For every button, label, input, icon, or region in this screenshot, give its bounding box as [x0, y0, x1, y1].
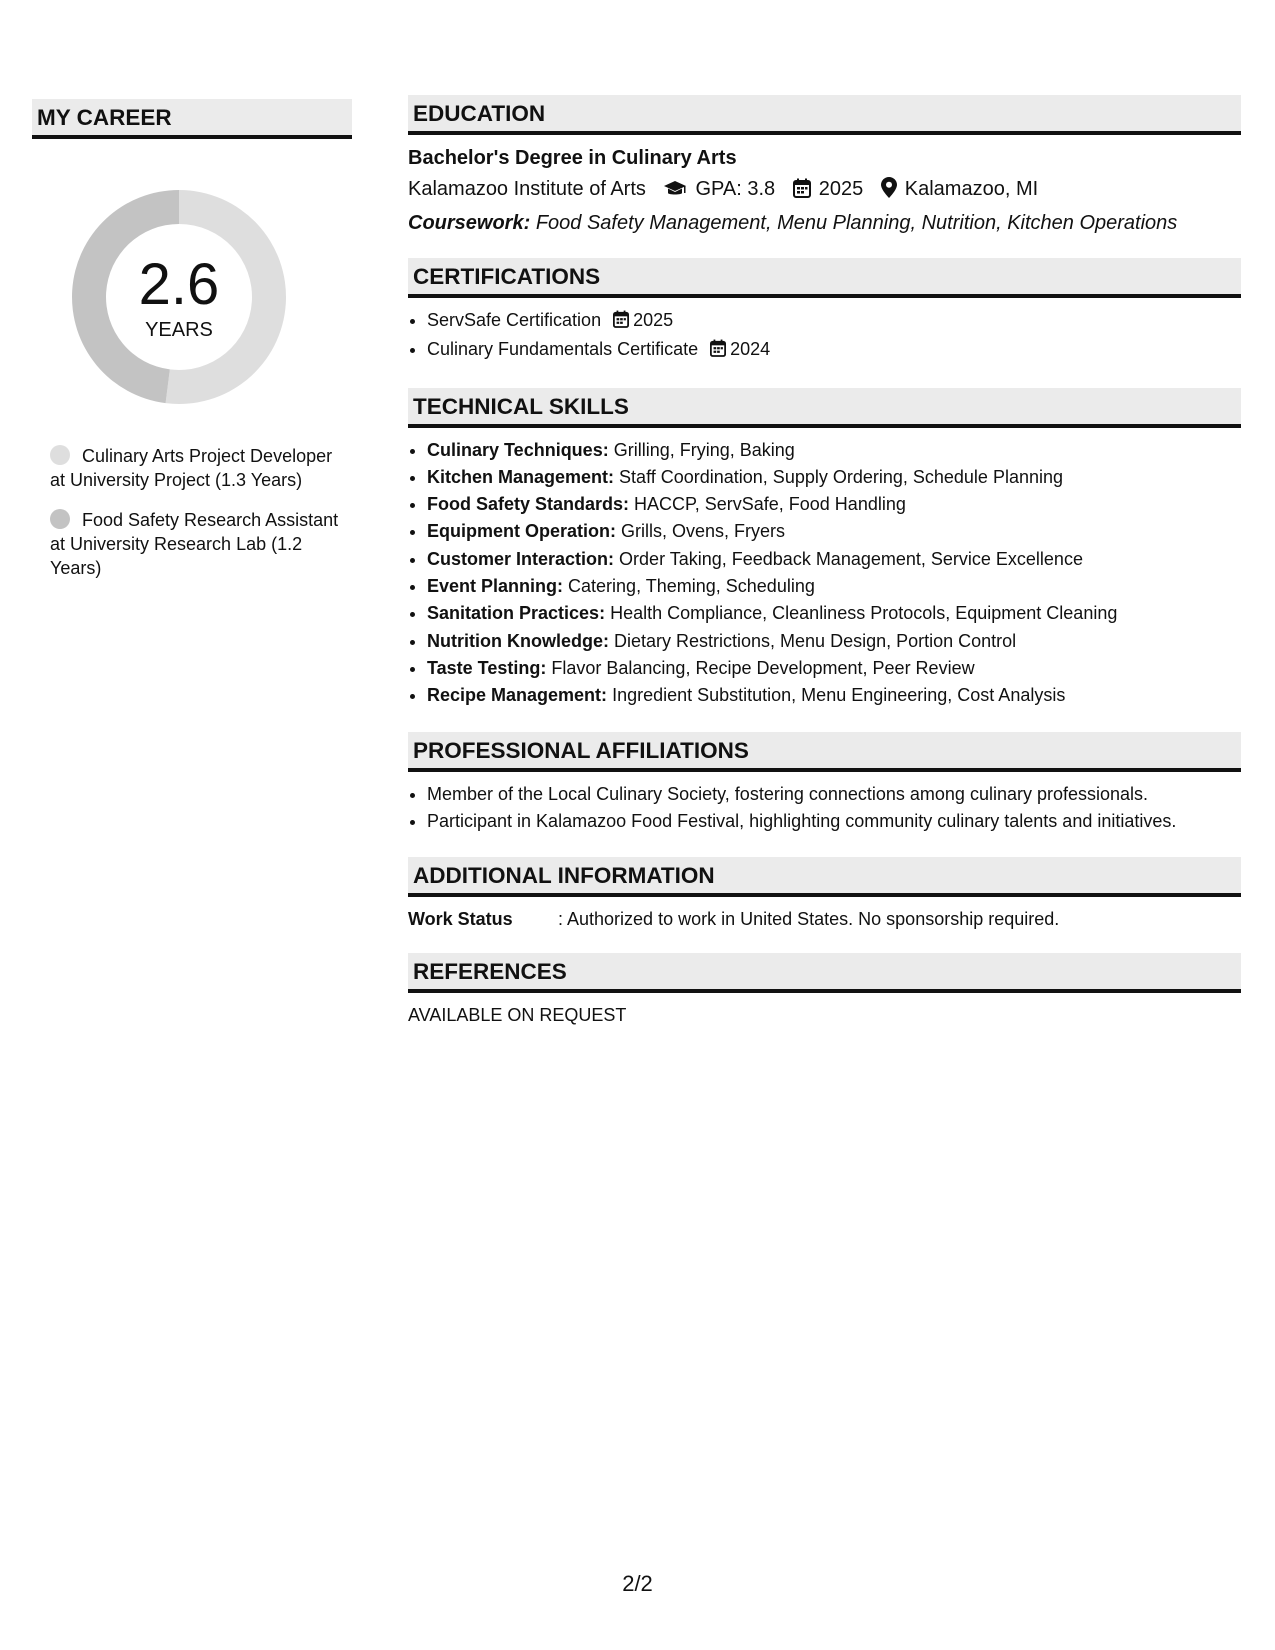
certification-name: ServSafe Certification — [427, 310, 602, 330]
education-section — [408, 95, 1241, 236]
skill-label: Culinary Techniques: — [427, 439, 609, 460]
list-item — [427, 573, 1241, 600]
list-item — [427, 437, 1241, 464]
additional-info-heading: ADDITIONAL INFORMATION — [408, 857, 1241, 897]
skills-list — [408, 437, 1241, 710]
location-pin-icon — [881, 177, 897, 205]
certification-name: Culinary Fundamentals Certificate — [427, 339, 699, 360]
skill-value: Staff Coordination, Supply Ordering, Schedule Planning — [619, 466, 1063, 487]
list-item — [427, 546, 1241, 573]
calendar-icon — [613, 309, 629, 336]
education-heading: EDUCATION — [408, 95, 1241, 135]
list-item — [427, 518, 1241, 545]
skill-value: Dietary Restrictions, Menu Design, Portion Control — [614, 630, 1017, 651]
career-donut-chart — [66, 184, 292, 410]
legend-dot-icon — [50, 509, 70, 529]
work-status-label: Work Status — [408, 909, 513, 930]
list-item — [427, 464, 1241, 491]
certifications-section — [408, 258, 1241, 366]
career-legend — [50, 444, 340, 580]
references-text: AVAILABLE ON REQUEST — [408, 1005, 627, 1026]
work-status — [408, 907, 1241, 931]
legend-item — [50, 444, 340, 492]
skill-value: Grills, Ovens, Fryers — [621, 521, 786, 542]
skill-value: Flavor Balancing, Recipe Development, Peer Review — [551, 657, 975, 678]
list-item — [427, 600, 1241, 627]
location: Kalamazoo, MI — [904, 178, 1039, 200]
additional-info-section — [408, 857, 1241, 931]
certifications-list — [408, 307, 1241, 366]
certification-year: 2024 — [730, 339, 771, 360]
skill-value: Health Compliance, Cleanliness Protocols, Equipment Cleaning — [610, 603, 1118, 624]
legend-label: Culinary Arts Project Developer at University Project (1.3 Years) — [50, 446, 333, 490]
total-years-unit: YEARS — [145, 319, 213, 341]
skill-value: Ingredient Substitution, Menu Engineering, Cost Analysis — [612, 685, 1066, 706]
main-column — [408, 95, 1241, 1027]
graduation-year: 2025 — [818, 178, 864, 200]
graduation-cap-icon — [663, 179, 687, 205]
skill-value: Order Taking, Feedback Management, Service Excellence — [619, 548, 1083, 569]
list-item — [427, 336, 1241, 365]
legend-label: Food Safety Research Assistant at University Research Lab (1.2 Years) — [50, 510, 339, 578]
coursework-label: Coursework: — [408, 212, 531, 234]
institution: Kalamazoo Institute of Arts — [408, 178, 646, 200]
references-section — [408, 953, 1241, 1027]
coursework-list: Food Safety Management, Menu Planning, Nutrition, Kitchen Operations — [535, 212, 1178, 234]
gpa: GPA: 3.8 — [695, 178, 776, 200]
calendar-icon — [710, 338, 726, 365]
list-item — [427, 628, 1241, 655]
calendar-icon — [793, 178, 811, 205]
skill-value: Grilling, Frying, Baking — [613, 439, 795, 460]
degree-title: Bachelor's Degree in Culinary Arts — [408, 147, 737, 169]
list-item — [427, 491, 1241, 518]
certifications-heading: CERTIFICATIONS — [408, 258, 1241, 298]
skill-label: Sanitation Practices: — [427, 603, 606, 624]
skill-label: Nutrition Knowledge: — [427, 630, 609, 651]
skill-label: Customer Interaction: — [427, 548, 615, 569]
skill-value: HACCP, ServSafe, Food Handling — [634, 494, 906, 515]
legend-item — [50, 508, 340, 580]
list-item — [427, 307, 1241, 336]
skill-label: Recipe Management: — [427, 685, 608, 706]
affiliations-list — [408, 781, 1241, 836]
list-item — [427, 682, 1241, 709]
affiliations-section — [408, 732, 1241, 836]
affiliations-heading: PROFESSIONAL AFFILIATIONS — [408, 732, 1241, 772]
education-details — [408, 176, 1241, 205]
legend-dot-icon — [50, 445, 70, 465]
skills-heading: TECHNICAL SKILLS — [408, 388, 1241, 428]
coursework — [408, 210, 1241, 236]
skill-label: Event Planning: — [427, 576, 564, 597]
skill-value: Catering, Theming, Scheduling — [568, 576, 815, 597]
skill-label: Food Safety Standards: — [427, 494, 630, 515]
list-item: • Participant in Kalamazoo Food Festival, highlighting community culinary talents and initiatives. — [427, 808, 1241, 835]
certification-year: 2025 — [633, 310, 674, 330]
career-heading: MY CAREER — [32, 99, 352, 139]
page-number: 2/2 — [622, 1571, 653, 1596]
list-item — [427, 655, 1241, 682]
skills-section — [408, 388, 1241, 710]
career-column — [32, 99, 352, 596]
work-status-value: : Authorized to work in United States. No sponsorship required. — [558, 909, 1060, 930]
skill-label: Equipment Operation: — [427, 521, 616, 542]
list-item: • Member of the Local Culinary Society, fostering connections among culinary professionals. — [427, 781, 1241, 808]
skill-label: Kitchen Management: — [427, 466, 615, 487]
references-heading: REFERENCES — [408, 953, 1241, 993]
skill-label: Taste Testing: — [427, 657, 547, 678]
total-years-value: 2.6 — [138, 252, 220, 317]
